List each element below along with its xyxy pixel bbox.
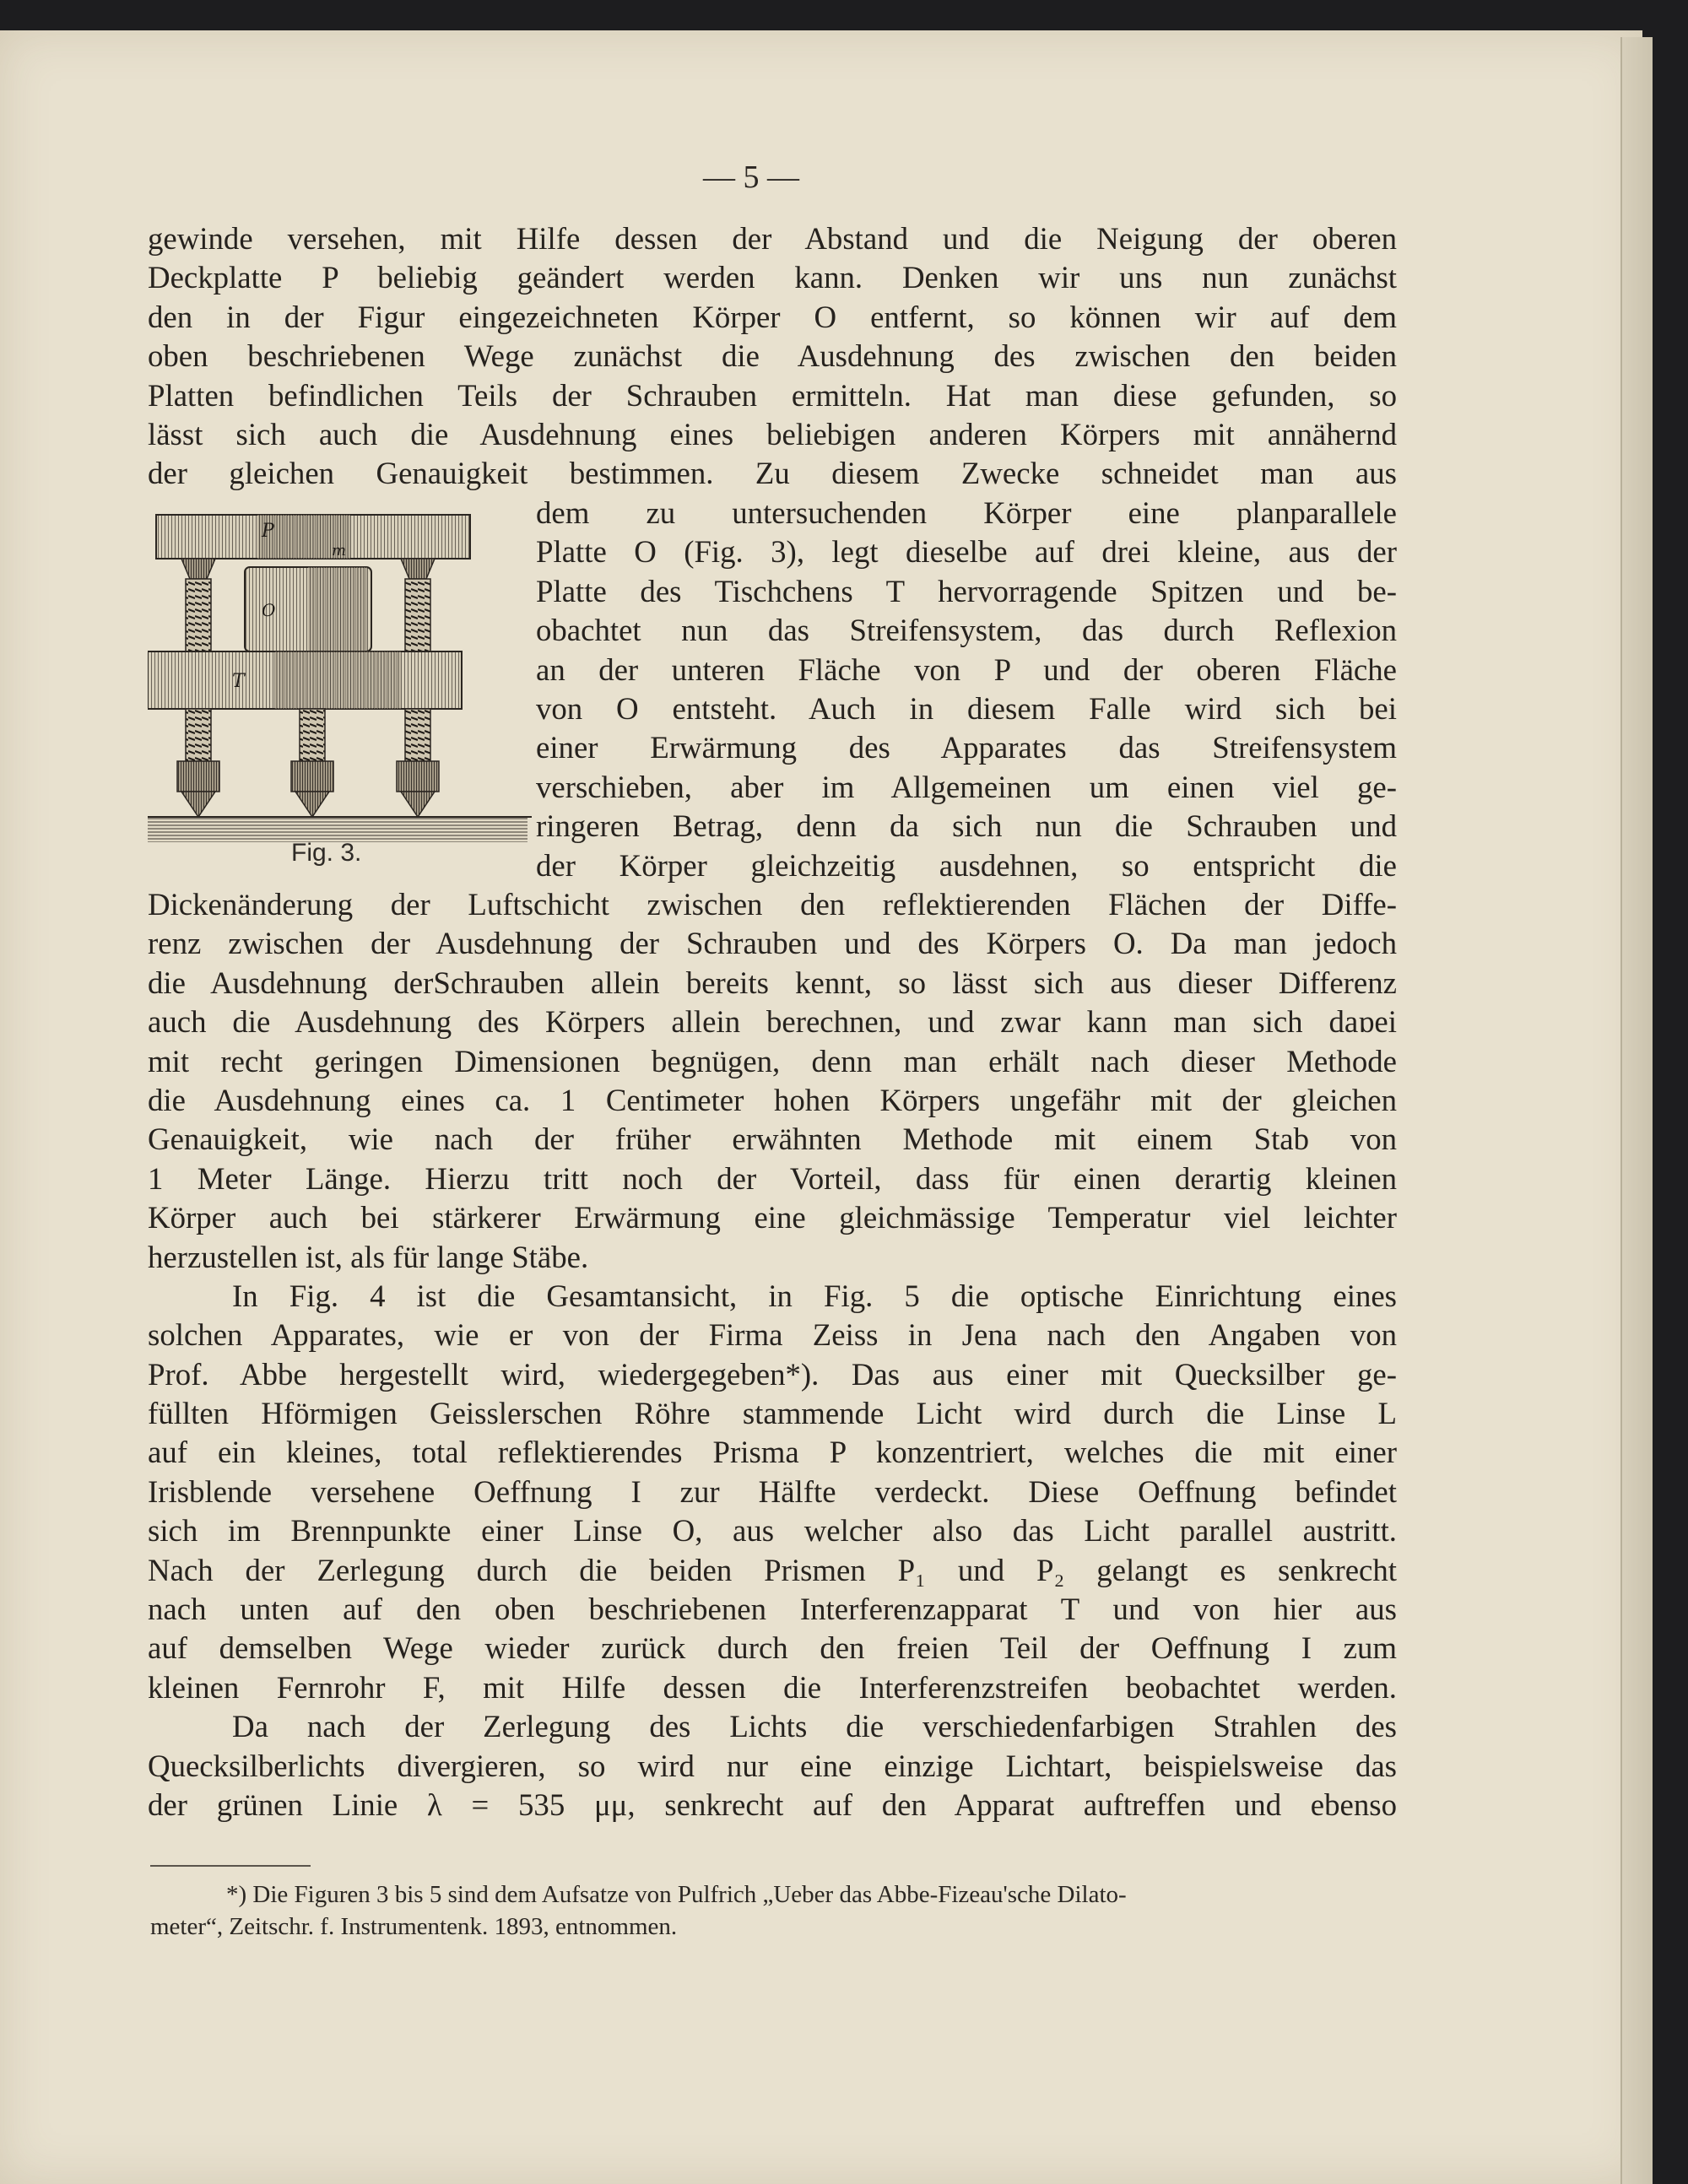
- text-line: Platten befindlichen Teils der Schrauben ermitteln. Hat man diese gefunden, so: [148, 377, 1397, 413]
- footnote-line: meter“, Zeitschr. f. Instrumentenk. 1893, entnommen.: [150, 1913, 678, 1940]
- text-line: an der unteren Fläche von P und der oberen Fläche: [536, 651, 1397, 687]
- text-line: auf ein kleines, total reflektierendes Prisma P konzentriert, welches die mit einer: [148, 1435, 1397, 1470]
- text-line: nach unten auf den oben beschriebenen Interferenzapparat T und von hier aus: [148, 1592, 1397, 1627]
- text-line: 1 Meter Länge. Hierzu tritt noch der Vorteil, dass für einen derartig kleinen: [148, 1160, 1397, 1196]
- text-line: von O entsteht. Auch in diesem Falle wird sich bei: [536, 690, 1397, 726]
- footnote-line: *) Die Figuren 3 bis 5 sind dem Aufsatze von Pulfrich „Ueber das Abbe-Fizeau'sche Dilato-: [226, 1881, 1127, 1908]
- text-line: Da nach der Zerlegung des Lichts die verschiedenfarbigen Strahlen des: [232, 1709, 1397, 1744]
- text-line: der grünen Linie λ = 535 μμ, senkrecht auf den Apparat auftreffen und ebenso: [148, 1787, 1397, 1822]
- text-line: auf demselben Wege wieder zurück durch den freien Teil der Oeffnung I zum: [148, 1630, 1397, 1666]
- text-line: Quecksilberlichts divergieren, so wird nur eine einzige Lichtart, beispielsweise das: [148, 1748, 1397, 1783]
- text-line: solchen Apparates, wie er von der Firma Zeiss in Jena nach den Angaben von: [148, 1317, 1397, 1353]
- text-line: Deckplatte P beliebig geändert werden kann. Denken wir uns nun zunächst: [148, 260, 1397, 295]
- text-line: kleinen Fernrohr F, mit Hilfe dessen die Interferenzstreifen beobachtet werden.: [148, 1669, 1397, 1705]
- text-line: Körper auch bei stärkerer Erwärmung eine gleichmässige Temperatur viel leichter: [148, 1200, 1397, 1235]
- label-p: P: [262, 521, 274, 542]
- page-edge: [1620, 37, 1653, 2184]
- text-line: herzustellen ist, als für lange Stäbe.: [148, 1239, 589, 1274]
- text-line: lässt sich auch die Ausdehnung eines beliebigen anderen Körpers mit annähernd: [148, 416, 1397, 451]
- text-line: Dickenänderung der Luftschicht zwischen den reflektierenden Flächen der Diffe-: [148, 887, 1397, 922]
- footnote-divider: [150, 1865, 311, 1867]
- figure-caption: Fig. 3.: [291, 839, 362, 867]
- text-line: verschieben, aber im Allgemeinen um einen viel ge-: [536, 769, 1397, 804]
- text-line: Genauigkeit, wie nach der früher erwähnten Methode mit einem Stab von: [148, 1122, 1397, 1157]
- text-line: auch die Ausdehnung des Körpers allein berechnen, und zwar kann man sich daɒei: [148, 1004, 1397, 1040]
- text-line: obachtet nun das Streifensystem, das durch Reflexion: [536, 613, 1397, 648]
- label-m: m: [332, 542, 347, 560]
- text-line: den in der Figur eingezeichneten Körper O entfernt, so können wir auf dem: [148, 299, 1397, 334]
- page-number: — 5 —: [703, 159, 799, 195]
- body-text-top: [148, 219, 1397, 494]
- text-line: der gleichen Genauigkeit bestimmen. Zu diesem Zwecke schneidet man aus: [148, 456, 1397, 491]
- text-line: oben beschriebenen Wege zunächst die Ausdehnung des zwischen den beiden: [148, 338, 1397, 374]
- text-line: der Körper gleichzeitig ausdehnen, so entspricht die: [536, 847, 1397, 883]
- text-line: die Ausdehnung eines ca. 1 Centimeter hohen Körpers ungefähr mit der gleichen: [148, 1082, 1397, 1117]
- text-line: die Ausdehnung derSchrauben allein bereits kennt, so lässt sich aus dieser Differenz: [148, 965, 1397, 1000]
- text-line: dem zu untersuchenden Körper eine planparallele: [536, 495, 1397, 530]
- text-line: gewinde versehen, mit Hilfe dessen der Abstand und die Neigung der oberen: [148, 221, 1397, 256]
- text-line: einer Erwärmung des Apparates das Streifensystem: [536, 730, 1397, 765]
- label-t: T: [232, 671, 245, 692]
- dilatometer-illustration: [148, 506, 536, 844]
- body-text-after: [148, 885, 1397, 1825]
- text-line: mit recht geringen Dimensionen begnügen, denn man erhält nach dieser Methode: [148, 1043, 1397, 1078]
- text-line: ringeren Betrag, denn da sich nun die Schrauben und: [536, 808, 1397, 844]
- text-line: Irisblende versehene Oeffnung I zur Hälfte verdeckt. Diese Oeffnung befindet: [148, 1473, 1397, 1509]
- text-line: Platte des Tischchens T hervorragende Spitzen und be-: [536, 573, 1397, 608]
- text-line: In Fig. 4 ist die Gesamtansicht, in Fig. 5 die optische Einrichtung eines: [232, 1278, 1397, 1313]
- text-line: Prof. Abbe hergestellt wird, wiedergegeben*). Das aus einer mit Quecksilber ge-: [148, 1356, 1397, 1392]
- text-line: sich im Brennpunkte einer Linse O, aus welcher also das Licht parallel austritt.: [148, 1513, 1397, 1549]
- text-line: füllten Hförmigen Geisslerschen Röhre stammende Licht wird durch die Linse L: [148, 1396, 1397, 1431]
- text-line: Nach der Zerlegung durch die beiden Prismen P₁ und P₂ gelangt es senkrecht: [148, 1552, 1397, 1587]
- text-line: renz zwischen der Ausdehnung der Schrauben und des Körpers O. Da man jedoch: [148, 926, 1397, 961]
- figure-3-apparatus: [148, 506, 536, 878]
- text-line: Platte O (Fig. 3), legt dieselbe auf drei kleine, aus der: [536, 534, 1397, 570]
- label-o: O: [262, 600, 276, 620]
